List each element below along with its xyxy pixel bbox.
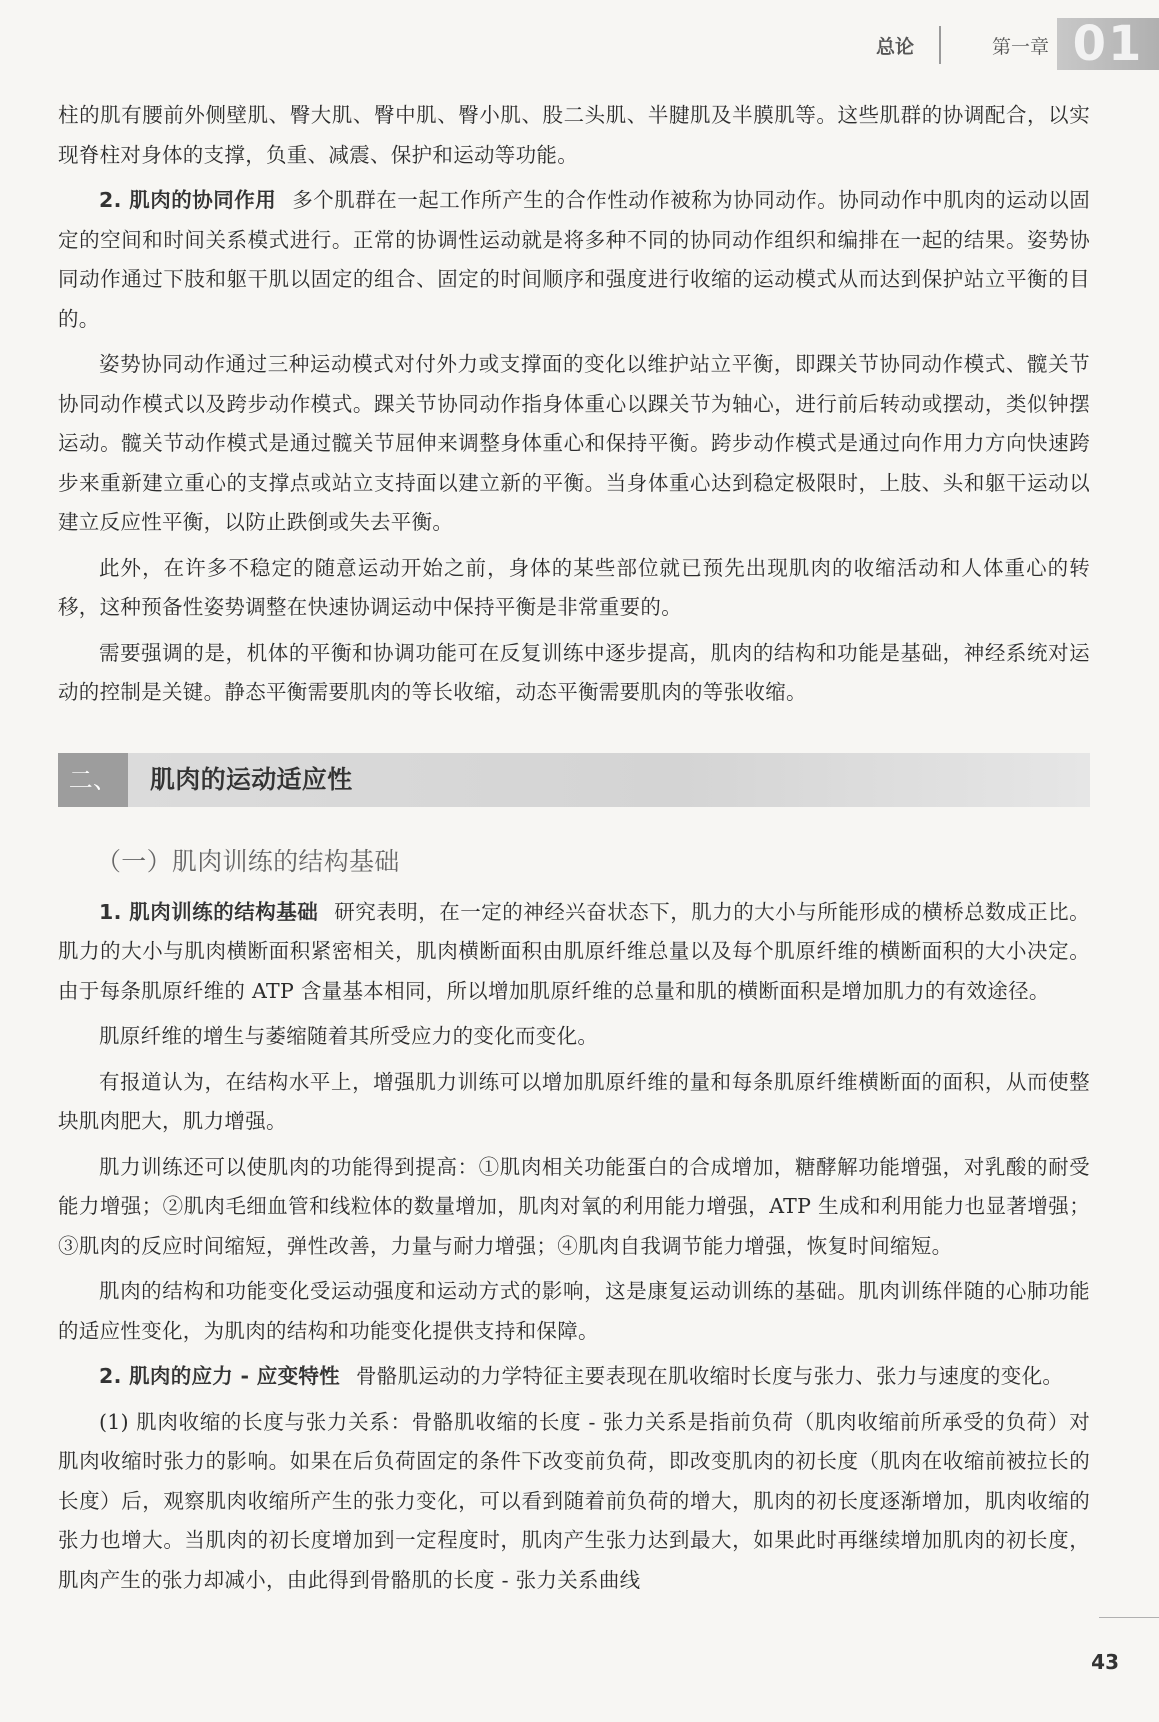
paragraph: 肌肉的结构和功能变化受运动强度和运动方式的影响，这是康复运动训练的基础。肌肉训练伴随的心肺功能的适应性变化，为肌肉的结构和功能变化提供支持和保障。 <box>58 1279 1090 1343</box>
page-body <box>58 96 1090 1606</box>
section-banner <box>58 753 1090 807</box>
paragraph <box>58 893 1090 1012</box>
paragraph: 肌原纤维的增生与萎缩随着其所受应力的变化而变化。 <box>99 1024 599 1048</box>
subsection-title: （一）肌肉训练的结构基础 <box>96 846 400 876</box>
paragraph-text: 骨骼肌运动的力学特征主要表现在肌收缩时长度与张力、张力与速度的变化。 <box>355 1364 1064 1388</box>
chapter-number-tab: 01 <box>1057 18 1159 70</box>
paragraph <box>58 1357 1090 1397</box>
footer-rule <box>1099 1617 1159 1618</box>
paragraph: 柱的肌有腰前外侧壁肌、臀大肌、臀中肌、臀小肌、股二头肌、半腱肌及半膜肌等。这些肌群的协调配合，以实现脊柱对身体的支撑，负重、减震、保护和运动等功能。 <box>58 103 1090 167</box>
page-number: 43 <box>1091 1650 1119 1674</box>
header-section: 总论 <box>875 36 914 58</box>
paragraph-text: 多个肌群在一起工作所产生的合作性动作被称为协同动作。协同动作中肌肉的运动以固定的空间和时间关系模式进行。正常的协调性运动就是将多种不同的协同动作组织和编排在一起的结果。姿势协同动作通过下肢和躯干肌以固定的组合、固定的时间顺序和强度进行收缩的运动模式从而达到保护站立平衡的目的。 <box>58 188 1090 331</box>
running-header <box>0 18 1159 70</box>
section-number: 二、 <box>58 753 128 807</box>
paragraph-text: 研究表明，在一定的神经兴奋状态下，肌力的大小与所能形成的横桥总数成正比。肌力的大小与肌肉横断面积紧密相关，肌肉横断面积由肌原纤维总量以及每个肌原纤维的横断面积的大小决定。由于每条肌原纤维的 ATP 含量基本相同，所以增加肌原纤维的总量和肌的横断面积是增加肌力的有效途径。 <box>58 899 1090 1003</box>
paragraph: 肌力训练还可以使肌肉的功能得到提高：①肌肉相关功能蛋白的合成增加，糖酵解功能增强，对乳酸的耐受能力增强；②肌肉毛细血管和线粒体的数量增加，肌肉对氧的利用能力增强，ATP 生成和利用能力也显著增强；③肌肉的反应时间缩短，弹性改善，力量与耐力增强；④肌肉自我调节能力增强，恢复时间缩短。 <box>58 1154 1090 1258</box>
paragraph-lead: 2. 肌肉的协同作用 <box>99 188 277 212</box>
paragraph-lead: 2. 肌肉的应力 - 应变特性 <box>99 1364 340 1388</box>
paragraph-lead: 1. 肌肉训练的结构基础 <box>99 899 319 924</box>
paragraph <box>58 181 1090 339</box>
section-title: 肌肉的运动适应性 <box>150 764 353 794</box>
paragraph: 需要强调的是，机体的平衡和协调功能可在反复训练中逐步提高，肌肉的结构和功能是基础，神经系统对运动的控制是关键。静态平衡需要肌肉的等长收缩，动态平衡需要肌肉的等张收缩。 <box>58 640 1090 704</box>
paragraph: 姿势协同动作通过三种运动模式对付外力或支撑面的变化以维护站立平衡，即踝关节协同动作模式、髋关节协同动作模式以及跨步动作模式。踝关节协同动作指身体重心以踝关节为轴心，进行前后转动或摆动，类似钟摆运动。髋关节动作模式是通过髋关节屈伸来调整身体重心和保持平衡。跨步动作模式是通过向作用力方向快速跨步来重新建立重心的支撑点或站立支持面以建立新的平衡。当身体重心达到稳定极限时，上肢、头和躯干运动以建立反应性平衡，以防止跌倒或失去平衡。 <box>58 352 1090 534</box>
paragraph: (1) 肌肉收缩的长度与张力关系：骨骼肌收缩的长度 - 张力关系是指前负荷（肌肉收缩前所承受的负荷）对肌肉收缩时张力的影响。如果在后负荷固定的条件下改变前负荷，即改变肌肉的初长度（肌肉在收缩前被拉长的长度）后，观察肌肉收缩所产生的张力变化，可以看到随着前负荷的增大，肌肉的初长度逐渐增加，肌肉收缩的张力也增大。当肌肉的初长度增加到一定程度时，肌肉产生张力达到最大，如果此时再继续增加肌肉的初长度，肌肉产生的张力却减小，由此得到骨骼肌的长度 - 张力关系曲线 <box>58 1409 1090 1592</box>
header-chapter: 第一章 <box>991 36 1049 58</box>
header-divider <box>939 26 941 64</box>
paragraph: 此外，在许多不稳定的随意运动开始之前，身体的某些部位就已预先出现肌肉的收缩活动和人体重心的转移，这种预备性姿势调整在快速协调运动中保持平衡是非常重要的。 <box>58 555 1090 619</box>
paragraph: 有报道认为，在结构水平上，增强肌力训练可以增加肌原纤维的量和每条肌原纤维横断面的面积，从而使整块肌肉肥大，肌力增强。 <box>58 1069 1090 1133</box>
